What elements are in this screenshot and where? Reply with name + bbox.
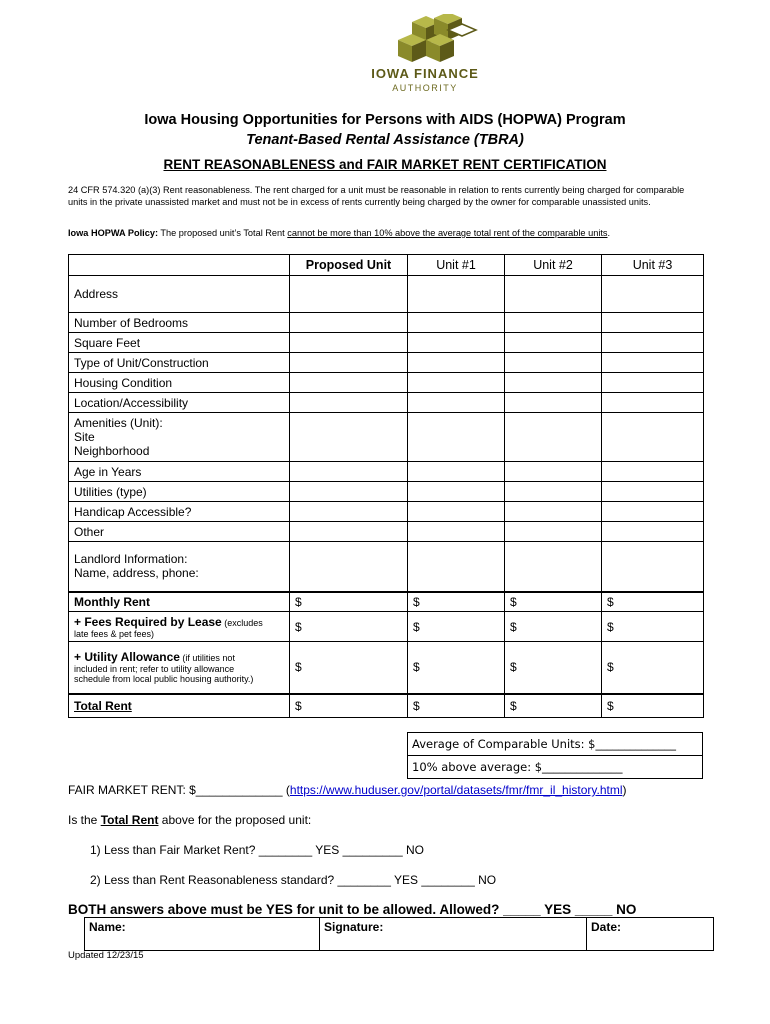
cell-unit3-handicap[interactable] — [602, 502, 704, 522]
logo-text-iowa-finance: IOWA FINANCE — [371, 66, 479, 81]
table-row-utilities — [69, 482, 704, 502]
question-intro-bold: Total Rent — [100, 813, 159, 827]
table-row-other — [69, 522, 704, 542]
row-label-age: Age in Years — [69, 462, 290, 482]
amenities-unit-label: Amenities (Unit): — [74, 416, 163, 430]
cell-proposed-landlord[interactable] — [290, 542, 408, 592]
landlord-info-label: Landlord Information: — [74, 552, 188, 567]
table-row-monthly-rent — [69, 592, 704, 612]
policy-label: Iowa HOPWA Policy: — [68, 228, 159, 238]
cell-proposed-monthly-rent[interactable]: $ — [290, 592, 408, 612]
huduser-fmr-link[interactable]: https://www.huduser.gov/portal/datasets/fmr/fmr_il_history.html — [289, 783, 623, 797]
column-header-unit-3: Unit #3 — [602, 255, 704, 276]
fees-note-2: late fees & pet fees) — [74, 628, 155, 639]
cfr-regulation-text: 24 CFR 574.320 (a)(3) Rent reasonableness. The rent charged for a unit must be reasonable in relation to rents currently being charged for comparable units in the private unassisted market and must not be in excess of rents currently being charged by the owner for comparable unassisted units. — [68, 185, 685, 207]
cell-unit3-other[interactable] — [602, 522, 704, 542]
cell-unit1-location[interactable] — [408, 393, 505, 413]
cell-proposed-other[interactable] — [290, 522, 408, 542]
cell-unit3-location[interactable] — [602, 393, 704, 413]
total-rent-question — [68, 813, 311, 827]
landlord-contact-label: Name, address, phone: — [74, 566, 199, 581]
table-row-landlord — [69, 542, 704, 592]
row-label-location: Location/Accessibility — [69, 393, 290, 413]
row-label-type: Type of Unit/Construction — [69, 353, 290, 373]
row-label-monthly-rent: Monthly Rent — [69, 592, 290, 612]
table-row-square-feet — [69, 333, 704, 353]
cell-proposed-sqft[interactable] — [290, 333, 408, 353]
cell-proposed-fees[interactable]: $ — [290, 612, 408, 642]
updated-date: Updated 12/23/15 — [68, 950, 144, 961]
cell-unit1-fees[interactable]: $ — [408, 612, 505, 642]
cell-unit2-sqft[interactable] — [505, 333, 602, 353]
table-row-bedrooms — [69, 313, 704, 333]
cell-unit3-address[interactable] — [602, 276, 704, 313]
cell-unit1-utility[interactable]: $ — [408, 642, 505, 694]
cell-unit1-age[interactable] — [408, 462, 505, 482]
fees-note-1: (excludes — [221, 617, 263, 628]
cell-unit2-handicap[interactable] — [505, 502, 602, 522]
policy-text-2: . — [607, 228, 611, 238]
cell-unit3-utilities[interactable] — [602, 482, 704, 502]
policy-text-underlined: cannot be more than 10% above the average total rent of the comparable units — [287, 228, 608, 238]
table-row-age — [69, 462, 704, 482]
certification-heading: RENT REASONABLENESS and FAIR MARKET RENT CERTIFICATION — [163, 157, 607, 172]
cell-unit1-type[interactable] — [408, 353, 505, 373]
table-header-row — [69, 255, 704, 276]
cell-proposed-location[interactable] — [290, 393, 408, 413]
question-intro-1: Is the — [68, 813, 101, 827]
table-row-utility-allowance — [69, 642, 704, 694]
question-fair-market-rent[interactable]: 1) Less than Fair Market Rent? ________ YES _________ NO — [90, 843, 424, 857]
average-comparable-units-field[interactable]: Average of Comparable Units: $______________ — [408, 733, 703, 756]
row-label-bedrooms: Number of Bedrooms — [69, 313, 290, 333]
hopwa-policy — [68, 228, 708, 238]
row-label-condition: Housing Condition — [69, 373, 290, 393]
column-header-unit-1: Unit #1 — [408, 255, 505, 276]
ten-percent-above-field[interactable]: 10% above average: $______________ — [408, 756, 703, 779]
cell-unit2-total-rent[interactable]: $ — [505, 694, 602, 718]
cell-unit3-sqft[interactable] — [602, 333, 704, 353]
fair-market-rent-line — [68, 783, 626, 797]
cell-unit2-type[interactable] — [505, 353, 602, 373]
question-intro-2: above for the proposed unit: — [158, 813, 312, 827]
column-header-proposed-unit: Proposed Unit — [290, 255, 408, 276]
utility-allowance-label: + Utility Allowance — [74, 650, 180, 665]
cell-unit3-utility[interactable]: $ — [602, 642, 704, 694]
signature-table — [84, 917, 714, 951]
cell-unit2-utilities[interactable] — [505, 482, 602, 502]
amenities-site-label: Site — [74, 430, 95, 444]
cell-unit2-bedrooms[interactable] — [505, 313, 602, 333]
cell-unit1-sqft[interactable] — [408, 333, 505, 353]
document-title: Iowa Housing Opportunities for Persons with AIDS (HOPWA) Program — [144, 112, 626, 128]
fmr-label[interactable]: FAIR MARKET RENT: $_____________ ( — [68, 783, 290, 797]
date-field[interactable]: Date: — [587, 918, 714, 951]
cell-proposed-amenities[interactable] — [290, 413, 408, 462]
cell-proposed-condition[interactable] — [290, 373, 408, 393]
table-row-handicap — [69, 502, 704, 522]
cell-unit3-fees[interactable]: $ — [602, 612, 704, 642]
cell-unit2-age[interactable] — [505, 462, 602, 482]
fees-label: + Fees Required by Lease — [74, 614, 222, 629]
cell-proposed-bedrooms[interactable] — [290, 313, 408, 333]
row-label-handicap: Handicap Accessible? — [69, 502, 290, 522]
amenities-neighborhood-label: Neighborhood — [74, 444, 150, 458]
row-label-landlord — [69, 542, 290, 592]
row-label-other: Other — [69, 522, 290, 542]
row-label-square-feet: Square Feet — [69, 333, 290, 353]
cell-unit3-monthly-rent[interactable]: $ — [602, 592, 704, 612]
table-row-condition — [69, 373, 704, 393]
cell-proposed-age[interactable] — [290, 462, 408, 482]
comparison-table — [68, 254, 704, 718]
cell-proposed-utility[interactable]: $ — [290, 642, 408, 694]
cell-unit1-amenities[interactable] — [408, 413, 505, 462]
cell-unit3-type[interactable] — [602, 353, 704, 373]
both-answers-allowed[interactable]: BOTH answers above must be YES for unit to be allowed. Allowed? _____ YES _____ NO — [68, 902, 637, 917]
cell-unit2-monthly-rent[interactable]: $ — [505, 592, 602, 612]
cell-unit1-utilities[interactable] — [408, 482, 505, 502]
cell-proposed-total-rent[interactable]: $ — [290, 694, 408, 718]
table-row-type — [69, 353, 704, 373]
column-header-unit-2: Unit #2 — [505, 255, 602, 276]
table-row-amenities — [69, 413, 704, 462]
cell-unit2-amenities[interactable] — [505, 413, 602, 462]
cell-proposed-utilities[interactable] — [290, 482, 408, 502]
cell-unit2-landlord[interactable] — [505, 542, 602, 592]
cell-unit2-other[interactable] — [505, 522, 602, 542]
cell-unit2-utility[interactable]: $ — [505, 642, 602, 694]
cell-proposed-type[interactable] — [290, 353, 408, 373]
policy-text-1: The proposed unit’s Total Rent — [158, 228, 288, 238]
cell-unit1-total-rent[interactable]: $ — [408, 694, 505, 718]
row-label-utility-allowance — [69, 642, 290, 694]
table-row-address — [69, 276, 704, 313]
utility-note-3: schedule from local public housing authority.) — [74, 674, 254, 685]
document-subtitle: Tenant-Based Rental Assistance (TBRA) — [246, 132, 524, 148]
cell-unit2-address[interactable] — [505, 276, 602, 313]
row-label-total-rent: Total Rent — [69, 694, 290, 718]
cell-unit3-bedrooms[interactable] — [602, 313, 704, 333]
table-row-location — [69, 393, 704, 413]
cell-unit1-address[interactable] — [408, 276, 505, 313]
fmr-close: ) — [622, 783, 627, 797]
logo-text-authority: AUTHORITY — [392, 83, 458, 93]
cubes-logo-icon — [390, 14, 486, 64]
cell-unit1-monthly-rent[interactable]: $ — [408, 592, 505, 612]
cell-unit1-bedrooms[interactable] — [408, 313, 505, 333]
cell-proposed-handicap[interactable] — [290, 502, 408, 522]
cell-unit3-total-rent[interactable]: $ — [602, 694, 704, 718]
row-label-address: Address — [69, 276, 290, 313]
row-label-fees — [69, 612, 290, 642]
question-rent-reasonableness[interactable]: 2) Less than Rent Reasonableness standard? ________ YES ________ NO — [90, 873, 497, 887]
signature-field[interactable]: Signature: — [320, 918, 587, 951]
cell-unit3-amenities[interactable] — [602, 413, 704, 462]
table-row-total-rent — [69, 694, 704, 718]
cell-unit3-age[interactable] — [602, 462, 704, 482]
cell-unit1-handicap[interactable] — [408, 502, 505, 522]
cell-unit2-location[interactable] — [505, 393, 602, 413]
cell-unit1-landlord[interactable] — [408, 542, 505, 592]
row-label-utilities: Utilities (type) — [69, 482, 290, 502]
row-label-amenities — [69, 413, 290, 462]
cell-unit3-condition[interactable] — [602, 373, 704, 393]
cell-unit2-condition[interactable] — [505, 373, 602, 393]
cell-proposed-address[interactable] — [290, 276, 408, 313]
cell-unit1-other[interactable] — [408, 522, 505, 542]
table-row-fees — [69, 612, 704, 642]
iowa-finance-authority-logo — [388, 14, 498, 64]
cell-unit2-fees[interactable]: $ — [505, 612, 602, 642]
cell-unit1-condition[interactable] — [408, 373, 505, 393]
cell-unit3-landlord[interactable] — [602, 542, 704, 592]
utility-note-1: (if utilities not — [179, 653, 235, 664]
header-blank-cell — [69, 255, 290, 276]
utility-note-2: included in rent; refer to utility allowance — [74, 664, 235, 675]
averages-box — [407, 732, 703, 779]
name-field[interactable]: Name: — [85, 918, 320, 951]
